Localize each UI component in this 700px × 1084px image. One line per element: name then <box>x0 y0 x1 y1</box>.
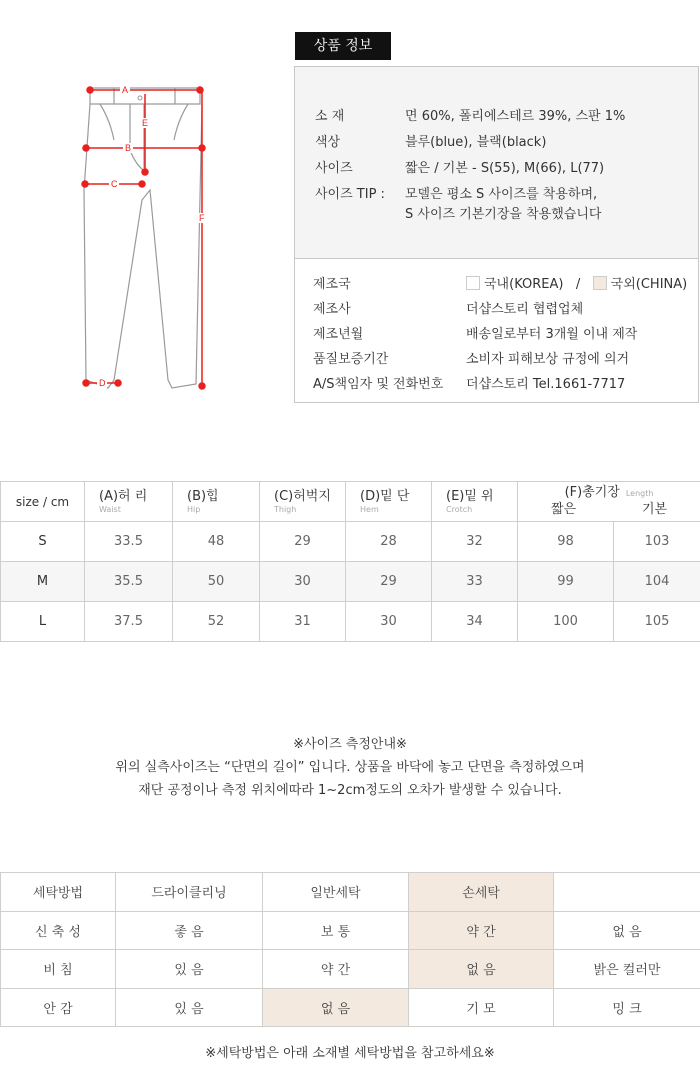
label-b: B <box>125 143 132 153</box>
header-hip: (B)힙 Hip <box>173 482 260 522</box>
spec-label: 소 재 <box>315 109 345 124</box>
product-info-tab: 상품 정보 <box>295 32 391 60</box>
tip-line-2: S 사이즈 기본기장을 착용했습니다 <box>405 207 602 222</box>
table-row <box>1 950 700 989</box>
header-length: (F)총기장 Length 짧은 기본 <box>518 482 700 522</box>
spec-label: 사이즈 TIP : <box>315 187 385 202</box>
table-cell: 99 <box>518 562 614 602</box>
table-cell: 있 음 <box>116 988 263 1027</box>
table-cell: 일반세탁 <box>263 873 409 912</box>
table-cell: 31 <box>260 602 346 642</box>
table-cell: 37.5 <box>85 602 173 642</box>
made-label: A/S책임자 및 전화번호 <box>313 377 444 392</box>
spec-value: 블루(blue), 블랙(black) <box>405 135 547 150</box>
label-f: F <box>199 213 205 223</box>
header-waist: (A)허 리 Waist <box>85 482 173 522</box>
table-row <box>1 562 700 602</box>
made-as-contact <box>313 375 698 395</box>
label-d: D <box>99 378 106 388</box>
table-cell: 밝은 컬러만 <box>554 950 700 989</box>
wash-note: ※세탁방법은 아래 소재별 세탁방법을 참고하세요※ <box>205 1046 495 1061</box>
wash-table <box>0 872 700 1027</box>
korea-label: 국내(KOREA) <box>484 277 564 292</box>
spec-material <box>315 107 698 127</box>
table-cell: 밍 크 <box>554 988 700 1027</box>
spec-size-tip <box>315 185 698 225</box>
table-cell: 100 <box>518 602 614 642</box>
country-separator: / <box>575 277 581 292</box>
product-info-box <box>294 66 699 403</box>
table-cell: 103 <box>614 522 700 562</box>
table-cell: 드라이클리닝 <box>116 873 263 912</box>
table-cell-selected: 손세탁 <box>409 873 554 912</box>
header-length-short: 짧은 <box>550 502 577 517</box>
made-value: 더샵스토리 협렵업체 <box>466 302 584 317</box>
korea-checkbox <box>466 276 480 290</box>
table-cell: 104 <box>614 562 700 602</box>
table-row <box>1 988 700 1027</box>
wash-label: 비 침 <box>1 950 116 989</box>
label-c: C <box>111 179 118 189</box>
made-value: 소비자 피해보상 규정에 의거 <box>466 352 630 367</box>
header-crotch: (E)밑 위 Crotch <box>432 482 518 522</box>
spec-label: 사이즈 <box>315 161 353 176</box>
label-a: A <box>122 85 129 95</box>
china-checkbox <box>593 276 607 290</box>
spec-label: 색상 <box>315 135 341 150</box>
table-cell: 약 간 <box>263 950 409 989</box>
label-e: E <box>142 118 149 128</box>
made-label: 품질보증기간 <box>313 352 389 367</box>
size-label: L <box>1 602 85 642</box>
size-label: M <box>1 562 85 602</box>
made-label: 제조국 <box>313 277 351 292</box>
made-date <box>313 325 698 345</box>
table-cell: 105 <box>614 602 700 642</box>
spec-color <box>315 133 698 153</box>
table-cell: 34 <box>432 602 518 642</box>
spec-value <box>405 185 698 225</box>
table-cell: 기 모 <box>409 988 554 1027</box>
china-label: 국외(CHINA) <box>610 277 688 292</box>
size-table-header <box>1 482 700 522</box>
header-thigh: (C)허벅지 Thigh <box>260 482 346 522</box>
table-row <box>1 522 700 562</box>
table-cell: 보 통 <box>263 911 409 950</box>
table-cell: 29 <box>260 522 346 562</box>
spec-value: 짧은 / 기본 - S(55), M(66), L(77) <box>405 161 605 176</box>
table-row <box>1 873 700 912</box>
made-label: 제조년월 <box>313 327 364 342</box>
header-length-basic: 기본 <box>641 502 668 517</box>
table-row <box>1 602 700 642</box>
made-value <box>466 275 698 295</box>
made-country <box>313 275 698 295</box>
header-hem: (D)밑 단 Hem <box>346 482 432 522</box>
notice-title: ※사이즈 측정안내※ <box>293 737 407 752</box>
table-cell-selected: 약 간 <box>409 911 554 950</box>
table-cell: 98 <box>518 522 614 562</box>
table-cell: 32 <box>432 522 518 562</box>
table-cell: 있 음 <box>116 950 263 989</box>
table-cell: 30 <box>346 602 432 642</box>
table-cell: 좋 음 <box>116 911 263 950</box>
notice-line-1: 위의 실측사이즈는 “단면의 길이” 입니다. 상품을 바닥에 놓고 단면을 측정하였으며 <box>115 760 585 775</box>
table-row <box>1 911 700 950</box>
pants-measurement-diagram <box>70 80 220 400</box>
table-cell: 33.5 <box>85 522 173 562</box>
size-table <box>0 481 700 642</box>
made-value: 배송일로부터 3개월 이내 제작 <box>466 327 638 342</box>
made-label: 제조사 <box>313 302 351 317</box>
notice-line-2: 재단 공정이나 측정 위치에따라 1~2cm정도의 오차가 발생할 수 있습니다. <box>138 783 562 798</box>
table-cell: 50 <box>173 562 260 602</box>
table-cell: 없 음 <box>554 911 700 950</box>
wash-label: 세탁방법 <box>1 873 116 912</box>
made-value: 더샵스토리 Tel.1661-7717 <box>466 377 626 392</box>
manufacture-info <box>295 259 698 402</box>
table-cell-selected: 없 음 <box>409 950 554 989</box>
made-warranty <box>313 350 698 370</box>
size-label: S <box>1 522 85 562</box>
table-cell-selected: 없 음 <box>263 988 409 1027</box>
made-maker <box>313 300 698 320</box>
spec-value: 면 60%, 폴리에스테르 39%, 스판 1% <box>405 109 626 124</box>
wash-label: 신 축 성 <box>1 911 116 950</box>
table-cell: 33 <box>432 562 518 602</box>
table-cell: 35.5 <box>85 562 173 602</box>
table-cell: 28 <box>346 522 432 562</box>
size-notice <box>0 733 700 802</box>
table-cell: 48 <box>173 522 260 562</box>
product-spec <box>295 67 698 259</box>
table-cell: 52 <box>173 602 260 642</box>
table-cell: 29 <box>346 562 432 602</box>
table-cell <box>554 873 700 912</box>
size-corner: size / cm <box>1 482 85 522</box>
spec-size <box>315 159 698 179</box>
tip-line-1: 모델은 평소 S 사이즈를 착용하며, <box>405 187 598 202</box>
wash-label: 안 감 <box>1 988 116 1027</box>
table-cell: 30 <box>260 562 346 602</box>
